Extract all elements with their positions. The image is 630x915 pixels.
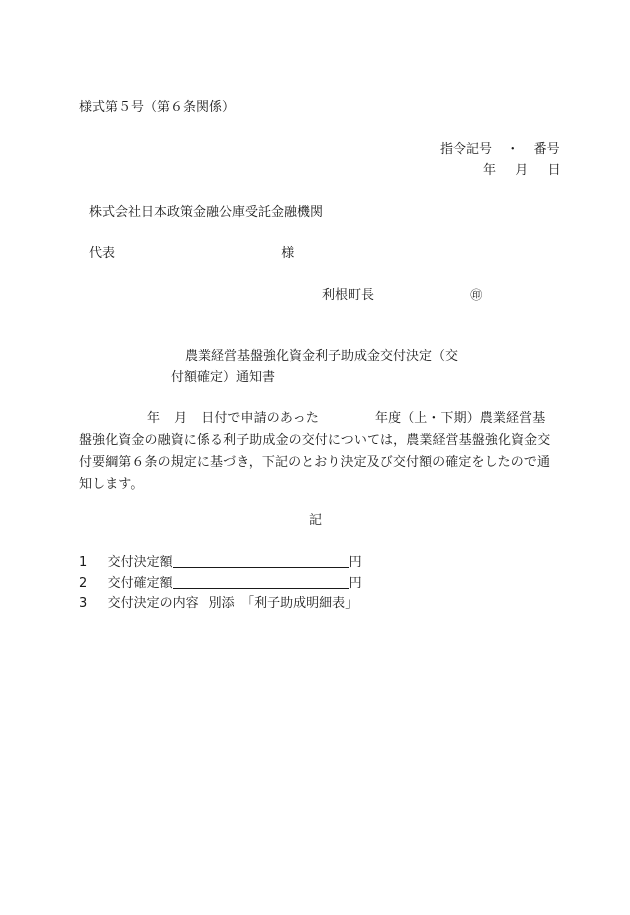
item-detail: 別添 「利子助成明細表」 (208, 596, 359, 611)
yen-unit: 円 (348, 555, 362, 570)
dot-separator: ・ (506, 142, 520, 157)
item-number: 2 (79, 576, 88, 591)
body-year: 年 (147, 411, 161, 426)
recipient-company: 株式会社日本政策金融公庫受託金融機関 (89, 205, 324, 220)
seal-mark: ㊞ (470, 288, 483, 302)
amount-blank-line (173, 574, 349, 589)
body-paragraph (79, 408, 553, 496)
date-month: 月 (515, 163, 529, 178)
item-label: 交付決定の内容 (107, 596, 199, 611)
issue-date (483, 162, 561, 180)
item-number: 1 (79, 555, 88, 570)
order-label: 指令記号 (440, 142, 493, 157)
item-label: 交付決定額 (107, 555, 173, 570)
body-month: 月 (174, 411, 188, 426)
number-label: 番号 (533, 142, 560, 157)
item-confirmed-amount (79, 574, 362, 593)
doc-title-line2: 付額確定）通知書 (171, 370, 276, 385)
issuer-title: 利根町長 (322, 288, 375, 303)
doc-title-line1: 農業経営基盤強化資金利子助成金交付決定（交 (185, 349, 459, 364)
issuer-line (322, 286, 482, 305)
date-year: 年 (483, 163, 497, 178)
date-day: 日 (547, 163, 561, 178)
body-text: 年度（上・下期）農業経営基盤強化資金の融資に係る利子助成金の交付については，農業経営基盤強化資金交付要綱第６条の規定に基づき，下記のとおり決定及び交付額の確定をしたので通知します。 (79, 411, 551, 492)
recipient-rep (89, 245, 294, 263)
order-number-line (440, 141, 560, 159)
form-number: 様式第５号（第６条関係） (79, 100, 236, 115)
item-decision-content (79, 595, 358, 613)
note-label: 記 (309, 513, 323, 528)
rep-label: 代表 (89, 246, 116, 261)
item-number: 3 (79, 596, 88, 611)
item-label: 交付確定額 (107, 576, 173, 591)
amount-blank-line (173, 553, 349, 568)
honorific: 様 (281, 246, 295, 261)
yen-unit: 円 (348, 576, 362, 591)
item-decision-amount (79, 553, 362, 572)
body-after-date: 日付で申請のあった (201, 411, 319, 426)
